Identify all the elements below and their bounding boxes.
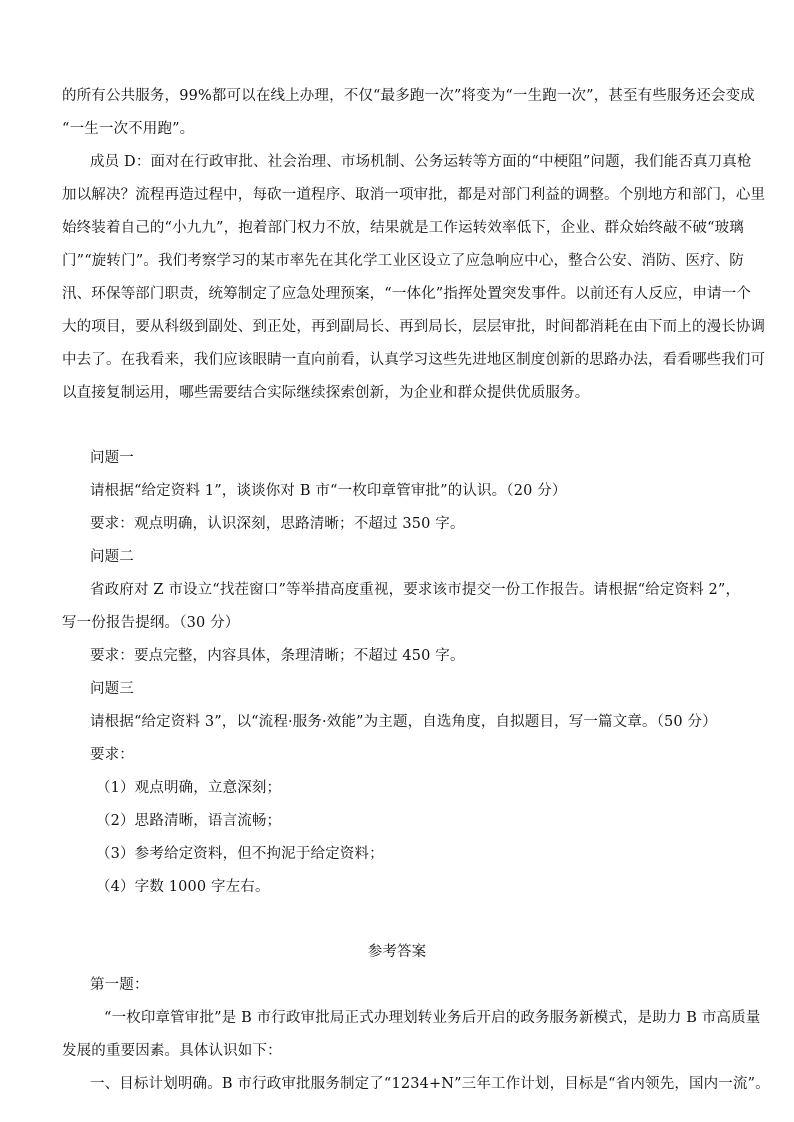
member-d-paragraph-line-1: 成员 D：面对在行政审批、社会治理、市场机制、公务运转等方面的“中梗阻”问题，我们能否真刀真枪 bbox=[90, 154, 752, 170]
question-3-heading: 问题三 bbox=[90, 681, 134, 697]
answer-1-heading: 第一题： bbox=[90, 977, 149, 993]
member-d-paragraph-line-4: 门”“旋转门”。我们考察学习的某市率先在其化学工业区设立了应急响应中心，整合公安、消防、医疗、防 bbox=[62, 253, 744, 269]
question-1-prompt: 请根据“给定资料 1”，谈谈你对 B 市“一枚印章管审批”的认识。（20 分） bbox=[90, 483, 567, 499]
answer-1-paragraph-line-2: 发展的重要因素。具体认识如下： bbox=[62, 1043, 282, 1059]
question-2-heading: 问题二 bbox=[90, 549, 134, 565]
member-d-paragraph-line-5: 汛、环保等部门职责，统筹制定了应急处理预案，“一体化”指挥处置突发事件。以前还有人反应，申请一个 bbox=[62, 286, 752, 302]
member-d-paragraph-line-3: 始终装着自己的“小九九”，抱着部门权力不放，结果就是工作运转效率低下，企业、群众始终敲不破“玻璃 bbox=[62, 220, 744, 236]
requirement-item-2: （2）思路清晰，语言流畅； bbox=[96, 813, 282, 829]
question-3-prompt: 请根据“给定资料 3”，以“流程·服务·效能”为主题，自选角度，自拟题目，写一篇文章。（50 分） bbox=[90, 714, 717, 730]
question-2-prompt-line-2: 写一份报告提纲。（30 分） bbox=[62, 615, 240, 631]
question-1-heading: 问题一 bbox=[90, 450, 134, 466]
question-2-prompt-line-1: 省政府对 Z 市设立“找茬窗口”等举措高度重视，要求该市提交一份工作报告。请根据“给定资料 2”， bbox=[90, 582, 741, 598]
member-d-paragraph-line-6: 大的项目，要从科级到副处、到正处，再到副局长、再到局长，层层审批，时间都消耗在由下而上的漫长协调 bbox=[62, 319, 766, 335]
reference-answer-heading: 参考答案 bbox=[367, 944, 427, 960]
paragraph-line-2: “一生一次不用跑”。 bbox=[62, 121, 195, 137]
member-d-paragraph-line-7: 中去了。在我看来，我们应该眼睛一直向前看，认真学习这些先进地区制度创新的思路办法，看看哪些我们可 bbox=[62, 352, 766, 368]
answer-1-paragraph-line-1: “一枚印章管审批”是 B 市行政审批局正式办理划转业务后开启的政务服务新模式，是助力 B 市高质量 bbox=[104, 1010, 761, 1026]
requirement-item-3: （3）参考给定资料，但不拘泥于给定资料； bbox=[96, 846, 384, 862]
paragraph-line-1: 的所有公共服务，99%都可以在线上办理，不仅“最多跑一次”将变为“一生跑一次”，甚至有些服务还会变成 bbox=[62, 88, 755, 104]
answer-1-point-1: 一、目标计划明确。B 市行政审批服务制定了“1234+N”三年工作计划，目标是“省内领先，国内一流”。 bbox=[90, 1076, 770, 1092]
question-2-requirements: 要求：要点完整，内容具体，条理清晰；不超过 450 字。 bbox=[90, 648, 465, 664]
question-1-requirements: 要求：观点明确，认识深刻，思路清晰；不超过 350 字。 bbox=[90, 516, 465, 532]
requirement-item-1: （1）观点明确，立意深刻； bbox=[96, 780, 282, 796]
question-3-requirements-label: 要求： bbox=[90, 747, 134, 763]
member-d-paragraph-line-2: 加以解决？流程再造过程中，每砍一道程序、取消一项审批，都是对部门利益的调整。个别地方和部门，心里 bbox=[62, 187, 766, 203]
member-d-paragraph-line-8: 以直接复制运用，哪些需要结合实际继续探索创新，为企业和群众提供优质服务。 bbox=[62, 385, 590, 401]
requirement-item-4: （4）字数 1000 字左右。 bbox=[96, 879, 270, 895]
